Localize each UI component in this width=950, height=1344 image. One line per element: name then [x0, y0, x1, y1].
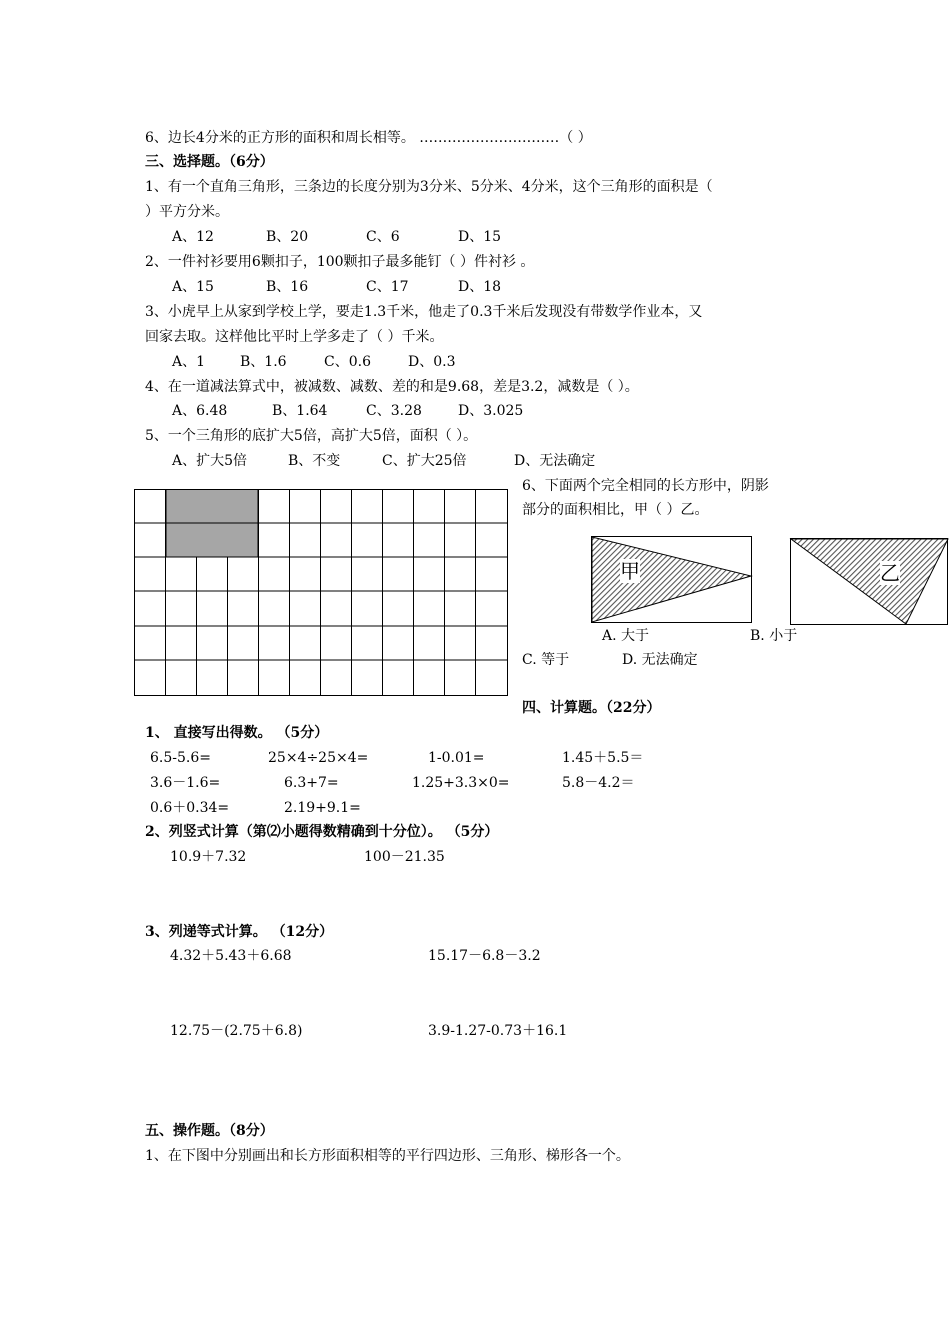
choice-q1-option-b[interactable]: B、20 [266, 229, 309, 245]
choice-q6-option-b[interactable]: B. 小于 [750, 628, 798, 644]
choice-q1-option-c[interactable]: C、6 [366, 229, 400, 245]
calc-item: 1.45＋5.5＝ [562, 750, 644, 766]
calc-item: 3.6－1.6= [150, 775, 221, 791]
choice-q6-option-d[interactable]: D. 无法确定 [622, 652, 698, 668]
triangle-jia [592, 537, 751, 622]
choice-q2-option-a[interactable]: A、15 [172, 279, 214, 295]
calc-item: 25×4÷25×4= [268, 750, 369, 766]
choice-q4-text: 4、在一道减法算式中，被减数、减数、差的和是9.68，差是3.2，减数是（ ）。 [145, 379, 639, 395]
choice-q5-option-b[interactable]: B、不变 [288, 453, 341, 469]
choice-q3-option-a[interactable]: A、1 [172, 354, 206, 370]
choice-q1-option-d[interactable]: D、15 [458, 229, 502, 245]
choice-q4-option-d[interactable]: D、3.025 [458, 403, 524, 419]
choice-q2-text: 2、一件衬衫要用6颗扣子，100颗扣子最多能钉（ ）件衬衫 。 [145, 254, 535, 270]
calc-part2-title: 2、列竖式计算（第⑵小题得数精确到十分位）。 （5分） [145, 824, 499, 840]
choice-q5-text: 5、一个三角形的底扩大5倍，高扩大5倍，面积（ ）。 [145, 428, 478, 444]
calc-item: 5.8－4.2＝ [562, 775, 635, 791]
choice-q3-line1: 3、小虎早上从家到学校上学，要走1.3千米，他走了0.3千米后发现没有带数学作业本，又 [145, 304, 703, 320]
choice-q4-option-b[interactable]: B、1.64 [272, 403, 328, 419]
choice-q6-line2: 部分的面积相比，甲（ ）乙。 [522, 502, 709, 518]
choice-q1-option-a[interactable]: A、12 [172, 229, 214, 245]
choice-q1-line1: 1、有一个直角三角形，三条边的长度分别为3分米、5分米、4分米，这个三角形的面积是（ [145, 179, 713, 195]
choice-q5-option-d[interactable]: D、无法确定 [514, 453, 596, 469]
choice-q3-option-d[interactable]: D、0.3 [408, 354, 456, 370]
choice-q4-option-a[interactable]: A、6.48 [172, 403, 228, 419]
vertical-calc-item: 10.9＋7.32 [170, 849, 247, 865]
calc-item: 0.6＋0.34= [150, 800, 230, 816]
choice-q2-option-b[interactable]: B、16 [266, 279, 309, 295]
choice-q6-option-c[interactable]: C. 等于 [522, 652, 570, 668]
calc-item: 1.25+3.3×0= [412, 775, 510, 791]
grid-figure [133, 488, 511, 700]
section-5-title: 五、操作题。（8分） [145, 1123, 274, 1139]
choice-q3-line2: 回家去取。这样他比平时上学多走了（ ）千米。 [145, 329, 444, 345]
choice-q5-option-c[interactable]: C、扩大25倍 [382, 453, 467, 469]
choice-q2-option-c[interactable]: C、17 [366, 279, 409, 295]
calc-part3-title: 3、列递等式计算。 （12分） [145, 924, 334, 940]
label-jia: 甲 [620, 559, 640, 583]
choice-q2-option-d[interactable]: D、18 [458, 279, 502, 295]
choice-q4-option-c[interactable]: C、3.28 [366, 403, 422, 419]
choice-q3-option-c[interactable]: C、0.6 [324, 354, 371, 370]
calc-item: 6.3+7= [284, 775, 339, 791]
section-4-title: 四、计算题。（22分） [522, 700, 661, 716]
section-3-title: 三、选择题。（6分） [145, 154, 274, 170]
operation-q1-text: 1、在下图中分别画出和长方形面积相等的平行四边形、三角形、梯形各一个。 [145, 1148, 630, 1164]
stepwise-calc-item: 15.17－6.8－3.2 [428, 948, 541, 964]
tf-question-6: 6、边长4分米的正方形的面积和周长相等。 …………………………（ ） [145, 130, 592, 146]
choice-q5-option-a[interactable]: A、扩大5倍 [172, 453, 248, 469]
calc-item: 6.5-5.6= [150, 750, 211, 766]
choice-q1-line2: ）平方分米。 [145, 204, 229, 220]
stepwise-calc-item: 3.9-1.27-0.73＋16.1 [428, 1023, 568, 1039]
calc-item: 1-0.01= [428, 750, 485, 766]
calc-part1-title: 1、 直接写出得数。 （5分） [145, 725, 329, 741]
label-yi: 乙 [880, 561, 900, 585]
triangle-yi [791, 539, 948, 624]
stepwise-calc-item: 12.75－(2.75＋6.8) [170, 1023, 303, 1039]
calc-item: 2.19+9.1= [284, 800, 361, 816]
choice-q3-option-b[interactable]: B、1.6 [240, 354, 287, 370]
stepwise-calc-item: 4.32＋5.43＋6.68 [170, 948, 292, 964]
choice-q6-line1: 6、下面两个完全相同的长方形中，阴影 [522, 478, 769, 494]
choice-q6-option-a[interactable]: A. 大于 [602, 628, 650, 644]
vertical-calc-item: 100－21.35 [364, 849, 445, 865]
